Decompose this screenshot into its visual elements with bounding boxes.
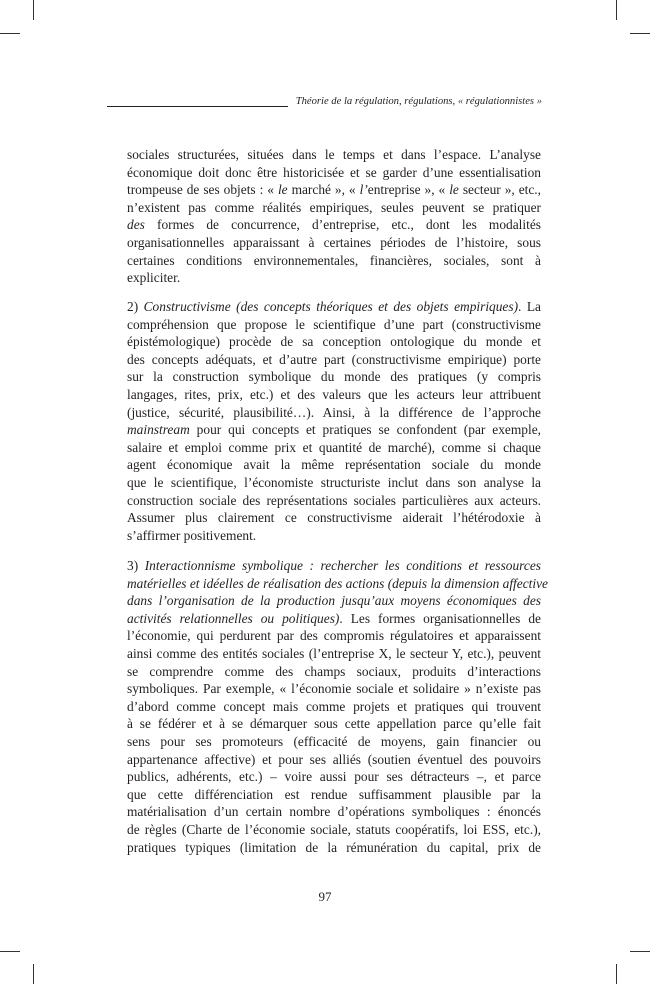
text-line	[127, 610, 541, 628]
text-run: appartenance affective) et pour ses alliés (soutien éventuel des pouvoirs	[127, 751, 541, 767]
text-run: s’affirmer positivement.	[127, 527, 257, 543]
crop-mark	[630, 951, 650, 952]
page-number: 97	[318, 889, 332, 904]
text-line	[127, 199, 541, 217]
text-line	[127, 557, 541, 575]
text-line	[127, 351, 541, 369]
crop-mark	[0, 33, 20, 34]
text-line	[127, 803, 541, 821]
text-run: pratiques typiques (limitation de la rémunération du capital, prix de	[127, 839, 541, 855]
italic-text: l’	[359, 182, 368, 198]
running-head: Théorie de la régulation, régulations, « régulationnistes »	[295, 96, 542, 107]
text-run: formes de concurrence, d’entreprise, etc., dont les modalités	[144, 217, 541, 233]
text-line	[127, 404, 541, 422]
text-run: marché », «	[287, 182, 360, 198]
text-line	[127, 768, 541, 786]
text-run: agent économique avait la même représentation sociale du monde	[127, 457, 541, 473]
paragraph-3	[127, 557, 548, 856]
text-line	[127, 575, 548, 593]
text-line	[127, 527, 541, 545]
text-line	[127, 786, 541, 804]
italic-text: le	[277, 182, 288, 198]
text-line	[127, 592, 541, 610]
text-line	[127, 333, 541, 351]
text-run: . Les formes organisationnelles de	[339, 610, 541, 626]
text-run: compréhension que propose le scientifique d’une part (constructivisme	[127, 316, 541, 332]
text-line	[127, 421, 541, 439]
text-run: que le scientifique, l’économiste structuriste inclut dans son analyse la	[127, 474, 541, 490]
text-line	[127, 492, 541, 510]
text-run: langages, rites, prix, etc.) et des valeurs que les acteurs leur attribuent	[127, 386, 541, 402]
text-line	[127, 298, 541, 316]
text-run: . La	[518, 299, 541, 314]
text-line	[127, 269, 541, 287]
text-run: (justice, sécurité, plausibilité…). Ainsi, à la différence de l’approche	[127, 404, 541, 420]
text-run: certaines conditions environnementales, financières, sociales, sont à	[127, 252, 541, 268]
text-line	[127, 439, 541, 457]
text-line	[127, 368, 541, 386]
crop-mark	[33, 0, 34, 20]
text-line	[127, 164, 541, 182]
italic-text: mainstream	[127, 422, 190, 438]
text-run: 2)	[127, 299, 144, 314]
italic-text: dans l’organisation de la production jusqu’aux moyens économiques des	[127, 593, 541, 609]
text-run: de règles (Charte de l’économie sociale, statuts coopératifs, loi ESS, etc.),	[127, 821, 541, 837]
text-run: ainsi comme des entités sociales (l’entreprise X, le secteur Y, etc.), peuvent	[127, 645, 541, 661]
text-run: entreprise », «	[367, 182, 450, 198]
text-line	[127, 181, 541, 199]
text-line	[127, 698, 541, 716]
italic-text: activités relationnelles ou politiques)	[127, 610, 340, 626]
text-run: pour qui concepts et pratiques se confondent (par exemple,	[189, 422, 541, 438]
text-run: publics, adhérents, etc.) – voire aussi pour ses détracteurs –, et parce	[127, 769, 541, 785]
text-run: 3)	[127, 558, 145, 573]
text-line	[127, 146, 541, 164]
text-run: épistémologique) procède de sa conception ontologique du monde et	[127, 334, 541, 350]
text-line	[127, 715, 541, 733]
italic-text: Interactionnisme symbolique : rechercher les conditions et ressources	[144, 558, 541, 573]
text-run: sur la construction symbolique du monde des pratiques (y compris	[127, 369, 541, 385]
crop-mark	[0, 951, 20, 952]
crop-mark	[630, 33, 650, 34]
text-line	[127, 733, 541, 751]
paragraph-1	[127, 146, 541, 287]
italic-text: matérielles et idéelles de réalisation des actions (depuis la dimension affective	[127, 575, 548, 591]
text-line	[127, 839, 541, 857]
text-run: matérialisation d’un certain nombre d’opérations symboliques : énoncés	[127, 804, 541, 820]
header-rule	[107, 106, 288, 107]
text-run: salaire et emploi comme prix et quantité de marché), comme si chaque	[127, 439, 541, 455]
text-line	[127, 821, 541, 839]
paragraph-2	[127, 298, 541, 544]
text-run: secteur », etc.,	[458, 182, 541, 198]
text-run: des concepts adéquats, et d’autre part (constructivisme empirique) porte	[127, 351, 541, 367]
text-line	[127, 316, 541, 334]
text-run: l’économie, qui perdurent par des compromis régulatoires et apparaissent	[127, 628, 541, 644]
text-line	[127, 386, 541, 404]
text-line	[127, 680, 541, 698]
italic-text: Constructivisme (des concepts théoriques et des objets empiriques)	[143, 299, 519, 314]
text-line	[127, 252, 541, 270]
text-run: expliciter.	[127, 270, 181, 286]
text-line	[127, 509, 541, 527]
text-run: sens pour ses promoteurs (efficacité de moyens, gain financier ou	[127, 733, 541, 749]
text-run: Assumer plus clairement ce constructivisme aiderait l’hétérodoxie à	[127, 510, 541, 526]
crop-mark	[616, 964, 617, 984]
text-run: organisationnelles apparaissant à certaines périodes de l’histoire, sous	[127, 234, 541, 250]
text-line	[127, 216, 541, 234]
text-run: construction sociale des représentations sociales particulières aux acteurs.	[127, 492, 541, 508]
text-line	[127, 627, 541, 645]
text-run: n’existent pas comme réalités empiriques, seules peuvent se pratiquer	[127, 199, 541, 215]
crop-mark	[33, 964, 34, 984]
text-line	[127, 456, 541, 474]
text-line	[127, 663, 541, 681]
text-line	[127, 234, 541, 252]
text-run: sociales structurées, situées dans le temps et dans l’espace. L’analyse	[127, 147, 541, 162]
text-run: que cette différenciation est rendue suffisamment plausible par la	[127, 786, 541, 802]
text-line	[127, 474, 541, 492]
text-run: trompeuse de ses objets : «	[127, 182, 278, 198]
text-run: symboliques. Par exemple, « l’économie sociale et solidaire » n’existe pas	[127, 681, 541, 697]
text-run: se comprendre comme des champs sociaux, produits d’interactions	[127, 663, 541, 679]
text-run: à se fédérer et à se démarquer sous cette appellation parce qu’elle fait	[127, 716, 541, 732]
italic-text: le	[449, 182, 459, 198]
text-line	[127, 645, 541, 663]
text-run: économique doit donc être historicisée et se garder d’une essentialisation	[127, 164, 541, 180]
crop-mark	[616, 0, 617, 20]
text-run: d’abord comme concept mais comme projets et pratiques qui trouvent	[127, 698, 541, 714]
text-line	[127, 751, 541, 769]
italic-text: des	[127, 217, 145, 233]
